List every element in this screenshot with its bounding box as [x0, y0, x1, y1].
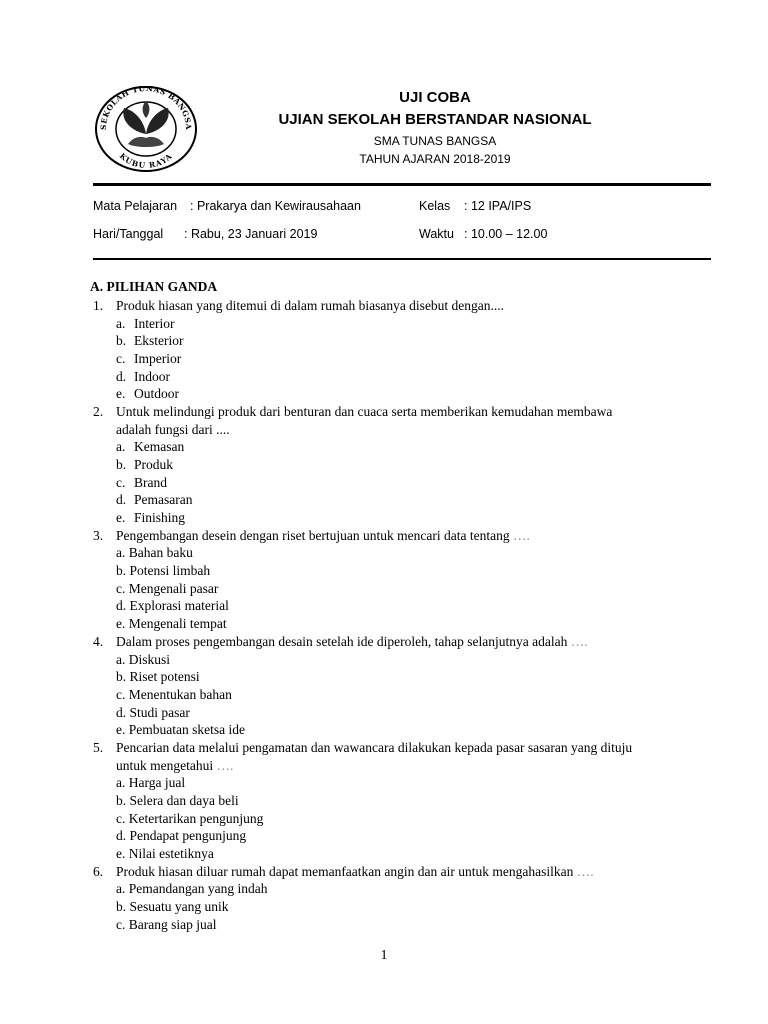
question-number: 1. [93, 298, 104, 313]
option: a. Pemandangan yang indah [116, 881, 268, 896]
question-number: 5. [93, 740, 104, 755]
option: d. Explorasi material [116, 598, 229, 613]
option: b. Potensi limbah [116, 563, 211, 578]
svg-text:KUBU RAYA: KUBU RAYA [117, 151, 175, 171]
question-text: Produk hiasan yang ditemui di dalam rumah biasanya disebut dengan.... [116, 298, 505, 313]
question-text: Untuk melindungi produk dari benturan dan cuaca serta memberikan kemudahan membawa [116, 404, 613, 419]
option: d. Pendapat pengunjung [116, 828, 247, 843]
subject-label: Mata Pelajaran [93, 199, 178, 213]
option: e. Nilai estetiknya [116, 846, 214, 861]
option: a. Diskusi [116, 652, 170, 667]
option-text: Indoor [134, 369, 170, 384]
option-letter: a. [116, 316, 126, 331]
exam-subtitle: UJIAN SEKOLAH BERSTANDAR NASIONAL [278, 111, 592, 128]
question-number: 3. [93, 528, 104, 543]
option-letter: e. [116, 510, 126, 525]
option-letter: b. [116, 333, 127, 348]
option: e. Pembuatan sketsa ide [116, 722, 245, 737]
option-letter: d. [116, 492, 127, 507]
time-label: Waktu [419, 227, 454, 241]
question-number: 4. [93, 634, 104, 649]
option-text: Eksterior [134, 333, 184, 348]
option-text: Imperior [134, 351, 182, 366]
header-rule-bottom [93, 258, 711, 260]
option-letter: b. [116, 457, 127, 472]
option-text: Pemasaran [134, 492, 193, 507]
option-letter: c. [116, 475, 126, 490]
option: a. Bahan baku [116, 545, 193, 560]
option: b. Riset potensi [116, 669, 200, 684]
school-name: SMA TUNAS BANGSA [373, 134, 497, 148]
option-text: Outdoor [134, 386, 179, 401]
section-title: A. PILIHAN GANDA [90, 279, 218, 294]
option-text: Produk [134, 457, 174, 472]
option-text: Kemasan [134, 439, 185, 454]
option: a. Harga jual [116, 775, 186, 790]
option: e. Mengenali tempat [116, 616, 227, 631]
answer-blank: …. [576, 864, 594, 879]
option-letter: c. [116, 351, 126, 366]
answer-blank: …. [513, 528, 530, 543]
academic-year: TAHUN AJARAN 2018-2019 [359, 152, 511, 166]
class-label: Kelas [419, 199, 451, 213]
answer-blank: …. [570, 634, 588, 649]
question-text-cont: adalah fungsi dari .... [116, 422, 230, 437]
question-text: Pengembangan desein dengan riset bertujuan untuk mencari data tentang …. [116, 528, 530, 543]
class-value: : 12 IPA/IPS [464, 199, 532, 213]
time-value: : 10.00 – 12.00 [464, 227, 548, 241]
option: b. Selera dan daya beli [116, 793, 239, 808]
option-letter: a. [116, 439, 126, 454]
option-text: Brand [134, 475, 167, 490]
option-letter: d. [116, 369, 127, 384]
header-rule-top [93, 183, 711, 186]
question-text: Pencarian data melalui pengamatan dan wawancara dilakukan kepada pasar sasaran yang dituju [116, 740, 633, 755]
question-number: 2. [93, 404, 104, 419]
exam-title: UJI COBA [399, 89, 471, 106]
option: c. Mengenali pasar [116, 581, 219, 596]
answer-blank: …. [216, 758, 234, 773]
option: c. Menentukan bahan [116, 687, 232, 702]
question-text-cont: untuk mengetahui …. [116, 758, 234, 773]
question-number: 6. [93, 864, 104, 879]
question-text: Dalam proses pengembangan desain setelah ide diperoleh, tahap selanjutnya adalah …. [116, 634, 588, 649]
option-text: Interior [134, 316, 175, 331]
option-letter: e. [116, 386, 126, 401]
option: d. Studi pasar [116, 705, 190, 720]
svg-text:SEKOLAH TUNAS BANGSA: SEKOLAH TUNAS BANGSA [98, 86, 194, 131]
subject-value: : Prakarya dan Kewirausahaan [190, 199, 361, 213]
option: c. Barang siap jual [116, 917, 217, 932]
option-text: Finishing [134, 510, 186, 525]
page-number: 1 [380, 948, 388, 963]
option: c. Ketertarikan pengunjung [116, 811, 264, 826]
option: b. Sesuatu yang unik [116, 899, 229, 914]
question-text: Produk hiasan diluar rumah dapat memanfaatkan angin dan air untuk mengahasilkan …. [116, 864, 594, 879]
date-value: : Rabu, 23 Januari 2019 [184, 227, 318, 241]
date-label: Hari/Tanggal [93, 227, 164, 241]
